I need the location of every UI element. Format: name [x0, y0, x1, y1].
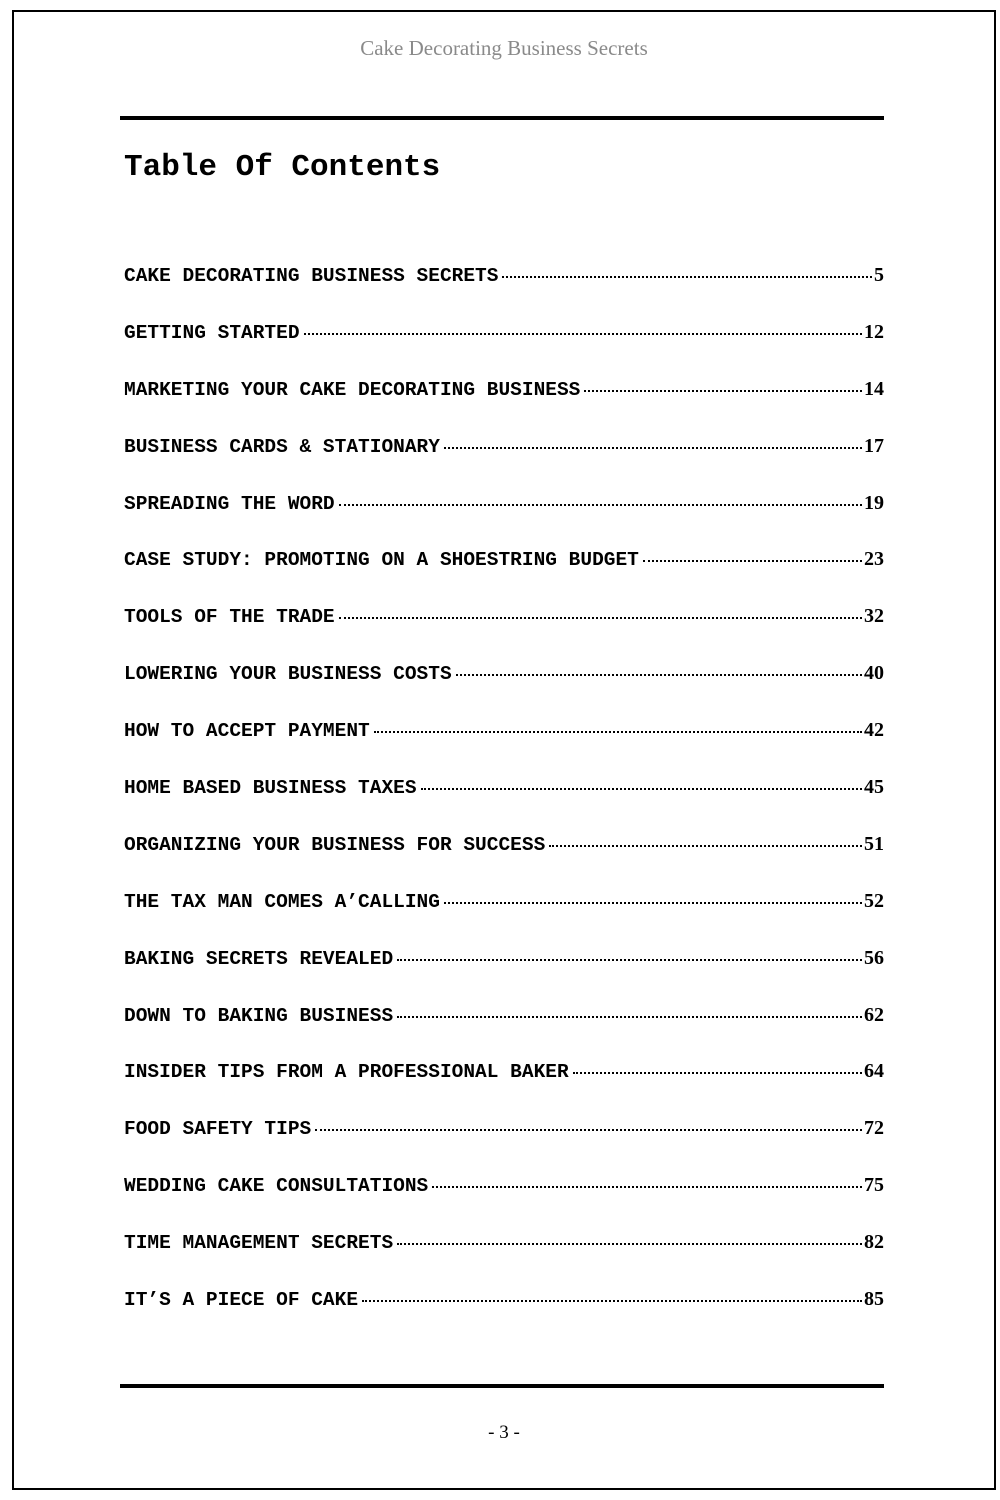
toc-entry-page: 32 — [864, 605, 884, 628]
toc-dot-leader — [315, 1129, 862, 1131]
toc-entry[interactable] — [124, 321, 884, 378]
toc-entry-label: BAKING SECRETS REVEALED — [124, 947, 394, 970]
toc-entry-page: 19 — [864, 491, 884, 514]
toc-entry-label: IT’S A PIECE OF CAKE — [124, 1289, 359, 1312]
toc-entry[interactable] — [124, 605, 884, 662]
toc-entry[interactable] — [124, 264, 884, 321]
toc-dot-leader — [502, 276, 872, 278]
toc-entry-page: 14 — [864, 377, 884, 400]
toc-entry-page: 45 — [864, 776, 884, 799]
footer-rule — [120, 1384, 884, 1388]
toc-dot-leader — [456, 674, 862, 676]
toc-entry-page: 23 — [864, 548, 884, 571]
toc-entry[interactable] — [124, 1231, 884, 1288]
toc-dot-leader — [339, 504, 862, 506]
toc-dot-leader — [397, 1243, 862, 1245]
toc-dot-leader — [421, 788, 862, 790]
toc-entry-label: WEDDING CAKE CONSULTATIONS — [124, 1175, 429, 1198]
toc-dot-leader — [573, 1072, 862, 1074]
toc-entry-page: 82 — [864, 1231, 884, 1254]
toc-entry-page: 85 — [864, 1288, 884, 1311]
toc-entry-label: LOWERING YOUR BUSINESS COSTS — [124, 663, 452, 686]
toc-dot-leader — [339, 617, 862, 619]
toc-dot-leader — [643, 560, 862, 562]
toc-entry-label: CAKE DECORATING BUSINESS SECRETS — [124, 265, 499, 287]
document-page — [12, 10, 996, 1490]
toc-entry[interactable] — [124, 1004, 884, 1061]
toc-dot-leader — [584, 390, 862, 392]
toc-entry[interactable] — [124, 1117, 884, 1174]
toc-entry-label: INSIDER TIPS FROM A PROFESSIONAL BAKER — [124, 1061, 569, 1084]
toc-entry[interactable] — [124, 833, 884, 890]
header-rule — [120, 116, 884, 120]
toc-entry-label: TIME MANAGEMENT SECRETS — [124, 1232, 394, 1255]
toc-entry[interactable] — [124, 548, 884, 605]
toc-entry-page: 5 — [874, 264, 884, 286]
toc-entry-page: 52 — [864, 889, 884, 912]
page-number: - 3 - — [488, 1422, 520, 1443]
toc-entry-label: GETTING STARTED — [124, 321, 300, 344]
toc-dot-leader — [374, 731, 862, 733]
toc-entry-label: HOW TO ACCEPT PAYMENT — [124, 720, 370, 743]
toc-dot-leader — [444, 902, 862, 904]
running-header: Cake Decorating Business Secrets — [360, 36, 648, 60]
toc-dot-leader — [397, 1016, 862, 1018]
toc-entry[interactable] — [124, 1174, 884, 1231]
toc-entry[interactable] — [124, 435, 884, 492]
toc-entry[interactable] — [124, 1288, 884, 1345]
toc-entry-page: 64 — [864, 1060, 884, 1083]
toc-entry-label: SPREADING THE WORD — [124, 492, 335, 515]
toc-entry-page: 12 — [864, 320, 884, 343]
toc-title: Table Of Contents — [124, 150, 441, 185]
toc-entry-page: 62 — [864, 1003, 884, 1026]
toc-entry-page: 51 — [864, 832, 884, 855]
toc-entry-label: THE TAX MAN COMES A’CALLING — [124, 890, 440, 913]
toc-entry-page: 56 — [864, 946, 884, 969]
toc-entry[interactable] — [124, 378, 884, 435]
toc-entry[interactable] — [124, 890, 884, 947]
toc-entry[interactable] — [124, 776, 884, 833]
toc-entry-page: 17 — [864, 434, 884, 457]
toc-entry[interactable] — [124, 947, 884, 1004]
toc-entry[interactable] — [124, 662, 884, 719]
toc-dot-leader — [549, 845, 862, 847]
toc-dot-leader — [397, 959, 862, 961]
toc-dot-leader — [432, 1186, 862, 1188]
toc-entry-label: TOOLS OF THE TRADE — [124, 606, 335, 629]
toc-entry-page: 75 — [864, 1174, 884, 1197]
toc-entry-page: 40 — [864, 662, 884, 685]
toc-list — [124, 264, 884, 1345]
toc-entry-label: FOOD SAFETY TIPS — [124, 1118, 312, 1141]
toc-entry-label: MARKETING YOUR CAKE DECORATING BUSINESS — [124, 378, 581, 401]
toc-entry-page: 42 — [864, 719, 884, 742]
toc-entry-page: 72 — [864, 1117, 884, 1140]
toc-dot-leader — [362, 1300, 862, 1302]
toc-dot-leader — [444, 447, 862, 449]
toc-entry-label: BUSINESS CARDS & STATIONARY — [124, 435, 440, 458]
toc-entry-label: DOWN TO BAKING BUSINESS — [124, 1004, 394, 1027]
toc-entry-label: CASE STUDY: PROMOTING ON A SHOESTRING BUDGET — [124, 549, 639, 572]
toc-entry[interactable] — [124, 719, 884, 776]
toc-dot-leader — [304, 333, 862, 335]
toc-entry-label: ORGANIZING YOUR BUSINESS FOR SUCCESS — [124, 833, 546, 856]
toc-entry[interactable] — [124, 492, 884, 549]
toc-entry[interactable] — [124, 1060, 884, 1117]
toc-entry-label: HOME BASED BUSINESS TAXES — [124, 777, 417, 800]
